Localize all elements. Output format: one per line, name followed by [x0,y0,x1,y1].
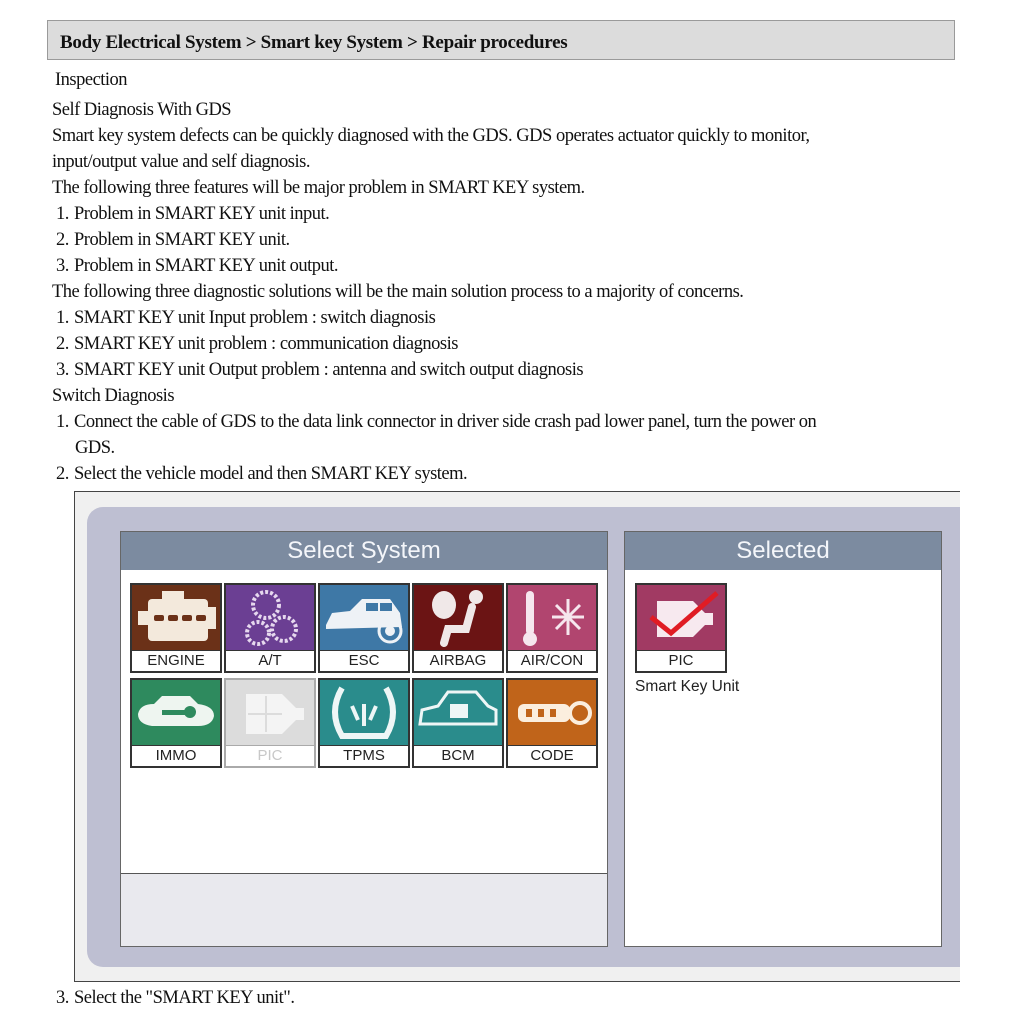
system-tile-at[interactable] [224,583,316,673]
system-tile-label: PIC [226,745,314,766]
engine-icon [132,585,220,651]
step-item: 3. Select the "SMART KEY unit". [56,988,295,1008]
system-tile-immo[interactable] [130,678,222,768]
airbag-icon [414,585,502,651]
problems-intro: The following three features will be major problem in SMART KEY system. [52,178,585,198]
system-tile-label: PIC [637,650,725,671]
system-tile-label: AIR/CON [508,650,596,671]
tire-pressure-icon [320,680,408,746]
system-tile-airbag[interactable] [412,583,504,673]
selected-panel [624,531,942,947]
selected-tile-pic[interactable] [635,583,727,673]
solution-item: 2. SMART KEY unit problem : communication diagnosis [56,334,458,354]
system-tile-label: BCM [414,745,502,766]
system-tile-label: TPMS [320,745,408,766]
intro-text-cont: input/output value and self diagnosis. [52,152,310,172]
problem-item: 2. Problem in SMART KEY unit. [56,230,290,250]
system-tile-engine[interactable] [130,583,222,673]
system-tile-esc[interactable] [318,583,410,673]
gears-icon [226,585,314,651]
section-title: Inspection [55,70,128,90]
gds-screenshot [74,491,960,982]
subsection-title: Switch Diagnosis [52,386,175,406]
smart-key-fob-icon [226,680,314,746]
system-tile-label: CODE [508,745,596,766]
selected-title: Selected [625,532,941,570]
selected-caption: Smart Key Unit [635,678,740,695]
problem-item: 3. Problem in SMART KEY unit output. [56,256,339,276]
car-key-icon [132,680,220,746]
system-tile-tpms[interactable] [318,678,410,768]
key-code-icon [508,680,596,746]
system-tile-aircon[interactable] [506,583,598,673]
system-tile-code[interactable] [506,678,598,768]
select-system-title: Select System [121,532,607,570]
intro-text: Smart key system defects can be quickly diagnosed with the GDS. GDS operates actuator quickly to monitor, [52,126,810,146]
car-brake-icon [320,585,408,651]
system-tile-label: A/T [226,650,314,671]
system-tile-label: IMMO [132,745,220,766]
smart-key-check-icon [637,585,725,651]
select-system-footer [121,873,607,946]
solution-item: 1. SMART KEY unit Input problem : switch diagnosis [56,308,436,328]
solutions-intro: The following three diagnostic solutions will be the main solution process to a majority of concerns. [52,282,744,302]
step-item-cont: GDS. [75,438,115,458]
step-item: 1. Connect the cable of GDS to the data link connector in driver side crash pad lower panel, turn the power on [56,412,817,432]
step-item: 2. Select the vehicle model and then SMART KEY system. [56,464,468,484]
system-tile-label: AIRBAG [414,650,502,671]
breadcrumb: Body Electrical System > Smart key System > Repair procedures [60,32,568,53]
car-battery-icon [414,680,502,746]
thermometer-snowflake-icon [508,585,596,651]
system-tile-bcm[interactable] [412,678,504,768]
system-tile-pic[interactable] [224,678,316,768]
solution-item: 3. SMART KEY unit Output problem : antenna and switch output diagnosis [56,360,584,380]
subsection-title: Self Diagnosis With GDS [52,100,232,120]
gds-frame [87,507,960,967]
problem-item: 1. Problem in SMART KEY unit input. [56,204,330,224]
system-tile-label: ESC [320,650,408,671]
select-system-panel [120,531,608,947]
system-tile-label: ENGINE [132,650,220,671]
breadcrumb-bar [47,20,955,60]
